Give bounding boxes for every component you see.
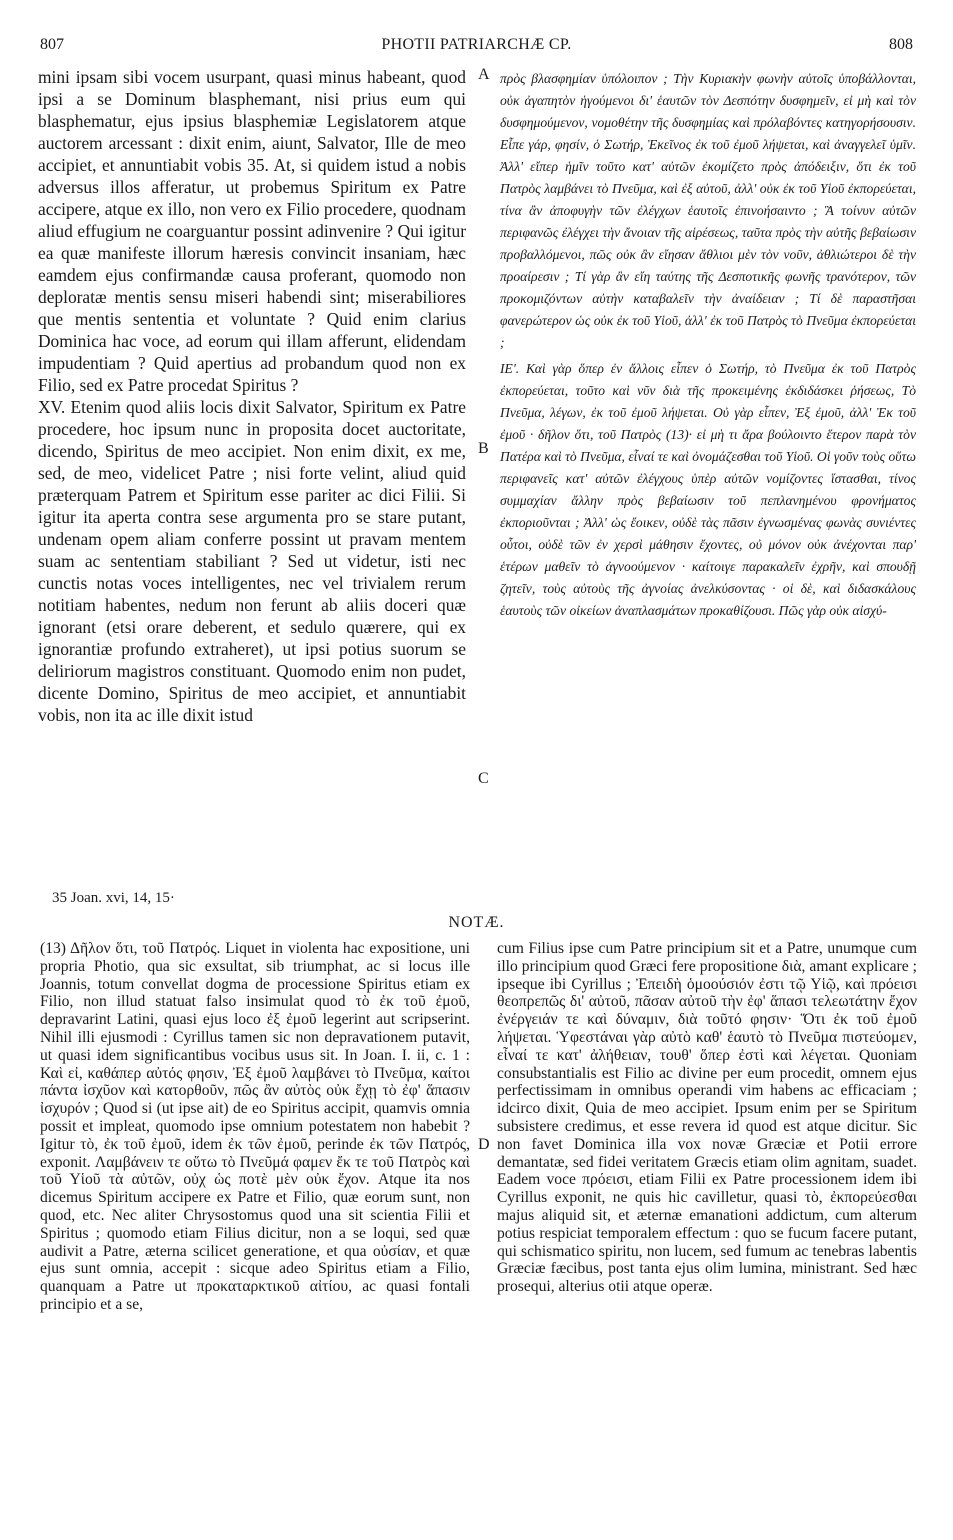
page-number-right: 808 xyxy=(889,36,913,53)
notes-left-text: (13) Δῆλον ὅτι, τοῦ Πατρός. Liquet in violenta hac expositione, uni propria Photio, qua sic exsultat, sib triumphat, ac si locus ille Joannis, totum convellat dogma de processione Spiritus etiam ex Filio, non illud statuat falso insimulat quod τὸ ἐκ τοῦ ἐμοῦ, depravarint Latini, quasi ejus loco ἐξ ἐμοῦ legerint aut scripserint. Nihil illi ejusmodi : Cyrillus tamen sic non depravationem putavit, ut quasi idem significantibus vocibus usus sit. In Joan. I. ii, c. 1 : Καὶ εἰ, καθάπερ αὐτός φησιν, Ἐξ ἐμοῦ λαμβάνει τὸ Πνεῦμα, καίτοι πάντα ἰσχῦον καὶ κατορθοῦν, πῶς ἂν αὐτὸς οὐκ ἔχῃ τὸ ἐφ' ἅπασιν ἰσχυρόν ; Quod si (ut ipse ait) de eo Spiritus accipit, quamvis omnia possit et impleat, quomodo ipse omnium potestatem non habebit ? Igitur τὸ, ἐκ τοῦ ἐμοῦ, idem ἐκ τῶν ἐμοῦ, perinde ἐκ τῶν Πατρός, exponit. Λαμβάνειν τε οὕτω τὸ Πνεῦμά φαμεν ἔκ τε τοῦ Πατρὸς καὶ τοῦ Υἱοῦ τὰ αὐτῶν, οὐχ ὡς ποτὲ μὲν οὐκ ἔχον. Atque ita nos dicemus Spiritum accipere ex Patre et Filio, quæ eorum sunt, non quod, etc. Nec aliter Chrysostomus quod una sit scientia Filii et Spiritus ; quomodo etiam Filius dicitur, non a se loqui, sed quæ audivit a Patre, æterna scilicet generatione, et qua οὐσίαν, et quæ ejus sunt omnia, accepit : sicque adeo Spiritus etiam a Filio, quanquam a Patre ut προκαταρκτικοῦ αἰτίου, ac quasi fontali principio et a se, xyxy=(40,940,470,1313)
running-title: PHOTII PATRIARCHÆ CP. xyxy=(381,36,572,53)
notes-heading: NOTÆ. xyxy=(448,914,505,931)
greek-paragraph-1: πρὸς βλασφημίαν ὑπόλοιπον ; Τὴν Κυριακὴν φωνὴν αὐτοῖς ὑποβάλλονται, οὐκ ἀγαπητὸν ἡγούμενοι δι' ἑαυτῶν τὸν Δεσπότην δυσφημεῖν, εἰ μὴ καὶ τὸν δυσφημούμενον, νομοθέτην τῆς δυσφημίας καὶ πρόλαβόντες κατηγορήσουσιν. Εἶπε γάρ, φησίν, ὁ Σωτήρ, Ἐκεῖνος ἐκ τοῦ ἐμοῦ λήψεται, καὶ ἀναγγελεῖ ὑμῖν. Ἀλλ' εἴπερ ἡμῖν τοῦτο κατ' αὐτῶν ἐκομίζετο πρὸς ἀπόδειξιν, ὅτι ἐκ τοῦ Πατρὸς λαμβάνει τὸ Πνεῦμα, καὶ ἐξ αὐτοῦ, ἀλλ' οὐκ ἐκ τοῦ Υἱοῦ ἐκπορεύεται, τίνα ἂν ἀποφυγὴν τῶν ἐλέγχων ἑαυτοῖς ἐπινοήσαιντο ; Ἃ τοίνυν αὐτῶν περιφανῶς ἐλέγχει τὴν ἄνοιαν τῆς αἱρέσεως, ταῦτα πρὸς τὴν αὐτῆς βεβαίωσιν προβαλλόμενοι, πῶς οὐκ ἂν εἴησαν ἄθλιοι μὲν τὸν νοῦν, ἀθλιώτεροι δὲ τὴν προαίρεσιν ; Τί γὰρ ἂν εἴη ταύτης τῆς Δεσποτικῆς φωνῆς τρανότερον, τῶν προκομιζόντων αὐτὴν καταβαλεῖν τὴν ἀναίδειαν ; Τί δὲ παραστῆσαι φανερώτερον ὡς οὐκ ἐκ τοῦ Υἱοῦ, ἀλλ' ἐκ τοῦ Πατρὸς τὸ Πνεῦμα ἐκπορεύεται ; xyxy=(500,71,916,350)
latin-paragraph-1: mini ipsam sibi vocem usurpant, quasi minus habeant, quod ipsi a se Dominum blasphemant, nisi prius eum qui blasphematur, ejus ipsius blasphemiæ Legislatorem atque auctorem arcessant : dixit enim, aiunt, Salvator, Ille de meo accipiet, et annuntiabit vobis 35. At, si quidem istud a nobis adversus illos afferatur, ut probemus Spiritum ex Patre accipere, atque ex illo, non vero ex Filio procedere, quodnam aliud effugium ne coarguantur possint adinvenire ? Qui igitur ea quæ manifeste illorum hæresis convincit insaniam, hæc eamdem ejus confirmandæ causa proferant, quomodo non deploratæ mentis sensu miseri habendi sint; miserabiliores que mentis sententia et voluntate ? Quid enim clarius Dominica hac voce, ad eorum qui illam afferunt, elidendam impudentiam ? Quid apertius ad probandum quod non ex Filio, sed ex Patre procedat Spiritus ? xyxy=(38,67,466,395)
greek-column xyxy=(500,68,916,622)
footnote: 35 Joan. xvi, 14, 15· xyxy=(52,890,175,906)
greek-paragraph-2: ΙΕ'. Καὶ γὰρ ὅπερ ἐν ἄλλοις εἶπεν ὁ Σωτήρ, τὸ Πνεῦμα ἐκ τοῦ Πατρὸς ἐκπορεύεται, τοῦτο καὶ νῦν διὰ τῆς προκειμένης ἐκδιδάσκει ῥήσεως, Τὸ Πνεῦμα, λέγων, ἐκ τοῦ ἐμοῦ λήψεται. Οὐ γὰρ εἶπεν, Ἐξ ἐμοῦ, ἀλλ' Ἐκ τοῦ ἐμοῦ · δῆλον ὅτι, τοῦ Πατρὸς (13)· εἰ μὴ τι ἄρα βούλοιντο ἕτερον παρὰ τὸν Πατέρα καὶ τὸ Πνεῦμα, εἶναί τε καὶ ὀνομάζεσθαι τοῦ Υἱοῦ. Οἱ γοῦν τοὺς οὕτω περιφανεῖς κατ' αὐτῶν ἐλέγχους ὑπὲρ αὐτῶν νομίζοντες ἵστασθαι, τίνος συμμαχίαν ἄλλην πρὸς βεβαίωσιν τοῦ πεπλανημένου φρονήματος ἐκποριοῦνται ; Ἀλλ' ὡς ἔοικεν, οὐδὲ τὰς πᾶσιν ἐγνωσμένας φωνὰς συνιέντες οὗτοι, οὐδὲ τῶν ἐν χερσὶ μάθησιν ἔχοντες, οὐ μόνον οὐκ ἀνέχονται παρ' ἑτέρων μαθεῖν τὸ ἀγνοούμενον · καίτοιγε παρακαλεῖν ἐχρῆν, καὶ σπουδῇ ζητεῖν, τοὺς αὐτοὺς τῆς ἀγνοίας ἀνελκύσοντας · οἱ δὲ, καὶ διδασκάλους ἑαυτοὺς τῶν οἰκείων ἀναπλασμάτων προκαθίζουσι. Πῶς γὰρ οὐκ αἰσχύ- xyxy=(500,361,917,618)
notes-right-column xyxy=(497,940,917,1296)
latin-column xyxy=(38,66,466,726)
margin-letter-c: C xyxy=(478,770,489,787)
notes-right-text: cum Filius ipse cum Patre principium sit et a Patre, unumque cum illo principium quod Græci fere propositione διὰ, amant explicare ; ipseque ibi Cyrillus ; Ἐπειδὴ ὁμοούσιόν ἐστι τῷ Υἱῷ, καὶ πρόεισι θεοπρεπῶς δι' αὐτοῦ, πᾶσαν αὐτοῦ τὴν ἐφ' ἅπασι τελεωτάτην ἔχον ἐνέργειάν τε καὶ δύναμιν, διὰ τοῦτό φησιν· Ὅτι ἐκ τοῦ ἐμοῦ λήψεται. Ὑφεστάναι γὰρ αὐτὸ καθ' ἑαυτὸ τὸ Πνεῦμα πιστεύομεν, εἶναί τε κατ' ἀλήθειαν, τουθ' ὅπερ ἐστὶ καὶ λέγεται. Quoniam consubstantialis est Filio ac divine per eum procedit, omnem ejus perfectissimam in omnibus operandi vim habens ac efficaciam ; idcirco dixit, Quia de meo accipiet. Ipsum enim per se Spiritum subsistere credimus, et esse revera id quod est atque dicitur. Sic non favet Dominica illa vox novæ Græciæ et Potii errore demantatæ, sed fidei veritatem Græcis etiam olim agnitam, suadet. Eadem voce πρόεισι, etiam Filii ex Patre processionem idem ibi Cyrillus exponit, ne quis hic cavilletur, quasi τὸ, ἐκπορεύεσθαι majus aliquid sit, et æternæ emanationi addictum, cum alterum potius respiciat temporalem effectum : quo se fucum facere putant, qui schismatico spiritu, non lucem, sed fumum ac tenebras labentis Græciæ fæcibus, post tanta ejus olim lumina, ministrant. Sed hæc prosequi, alterius otii atque operæ. xyxy=(497,940,917,1296)
margin-letter-a: A xyxy=(478,66,490,83)
page-number-left: 807 xyxy=(40,36,64,53)
notes-left-column xyxy=(40,940,470,1314)
latin-paragraph-2: XV. Etenim quod aliis locis dixit Salvator, Spiritum ex Patre procedere, hoc ipsum nunc in proposita docet auctoritate, dicendo, Spiritus de meo accipiet. Non enim dixit, ex me, sed, de meo, videlicet Patre ; nisi forte velint, aliud quid præterquam Patrem et Spiritum esse pariter ac dici Filii. Si igitur ita aperta contra sese argumenta pro se stare putant, undenam opem aliam conferre possint ut pravam mentem suam ac sententiam stabiliant ? Sed ut videtur, isti nec cunctis notas voces intelligentes, nec vel trivialem rerum notitiam habentes, nedum non ferunt ab aliis doceri quæ ignorant (etsi orare deberent, et sedulo quærere, qui ex ignorantiæ profundo extraheret), ut ipsi potius suorum se deliriorum magistros constituant. Quomodo enim non pudet, dicente Domino, Spiritus de meo accipiet, et annuntiabit vobis, non ita ac ille dixit istud xyxy=(38,397,466,725)
margin-letter-d: D xyxy=(478,1136,490,1153)
margin-letter-b: B xyxy=(478,440,489,457)
